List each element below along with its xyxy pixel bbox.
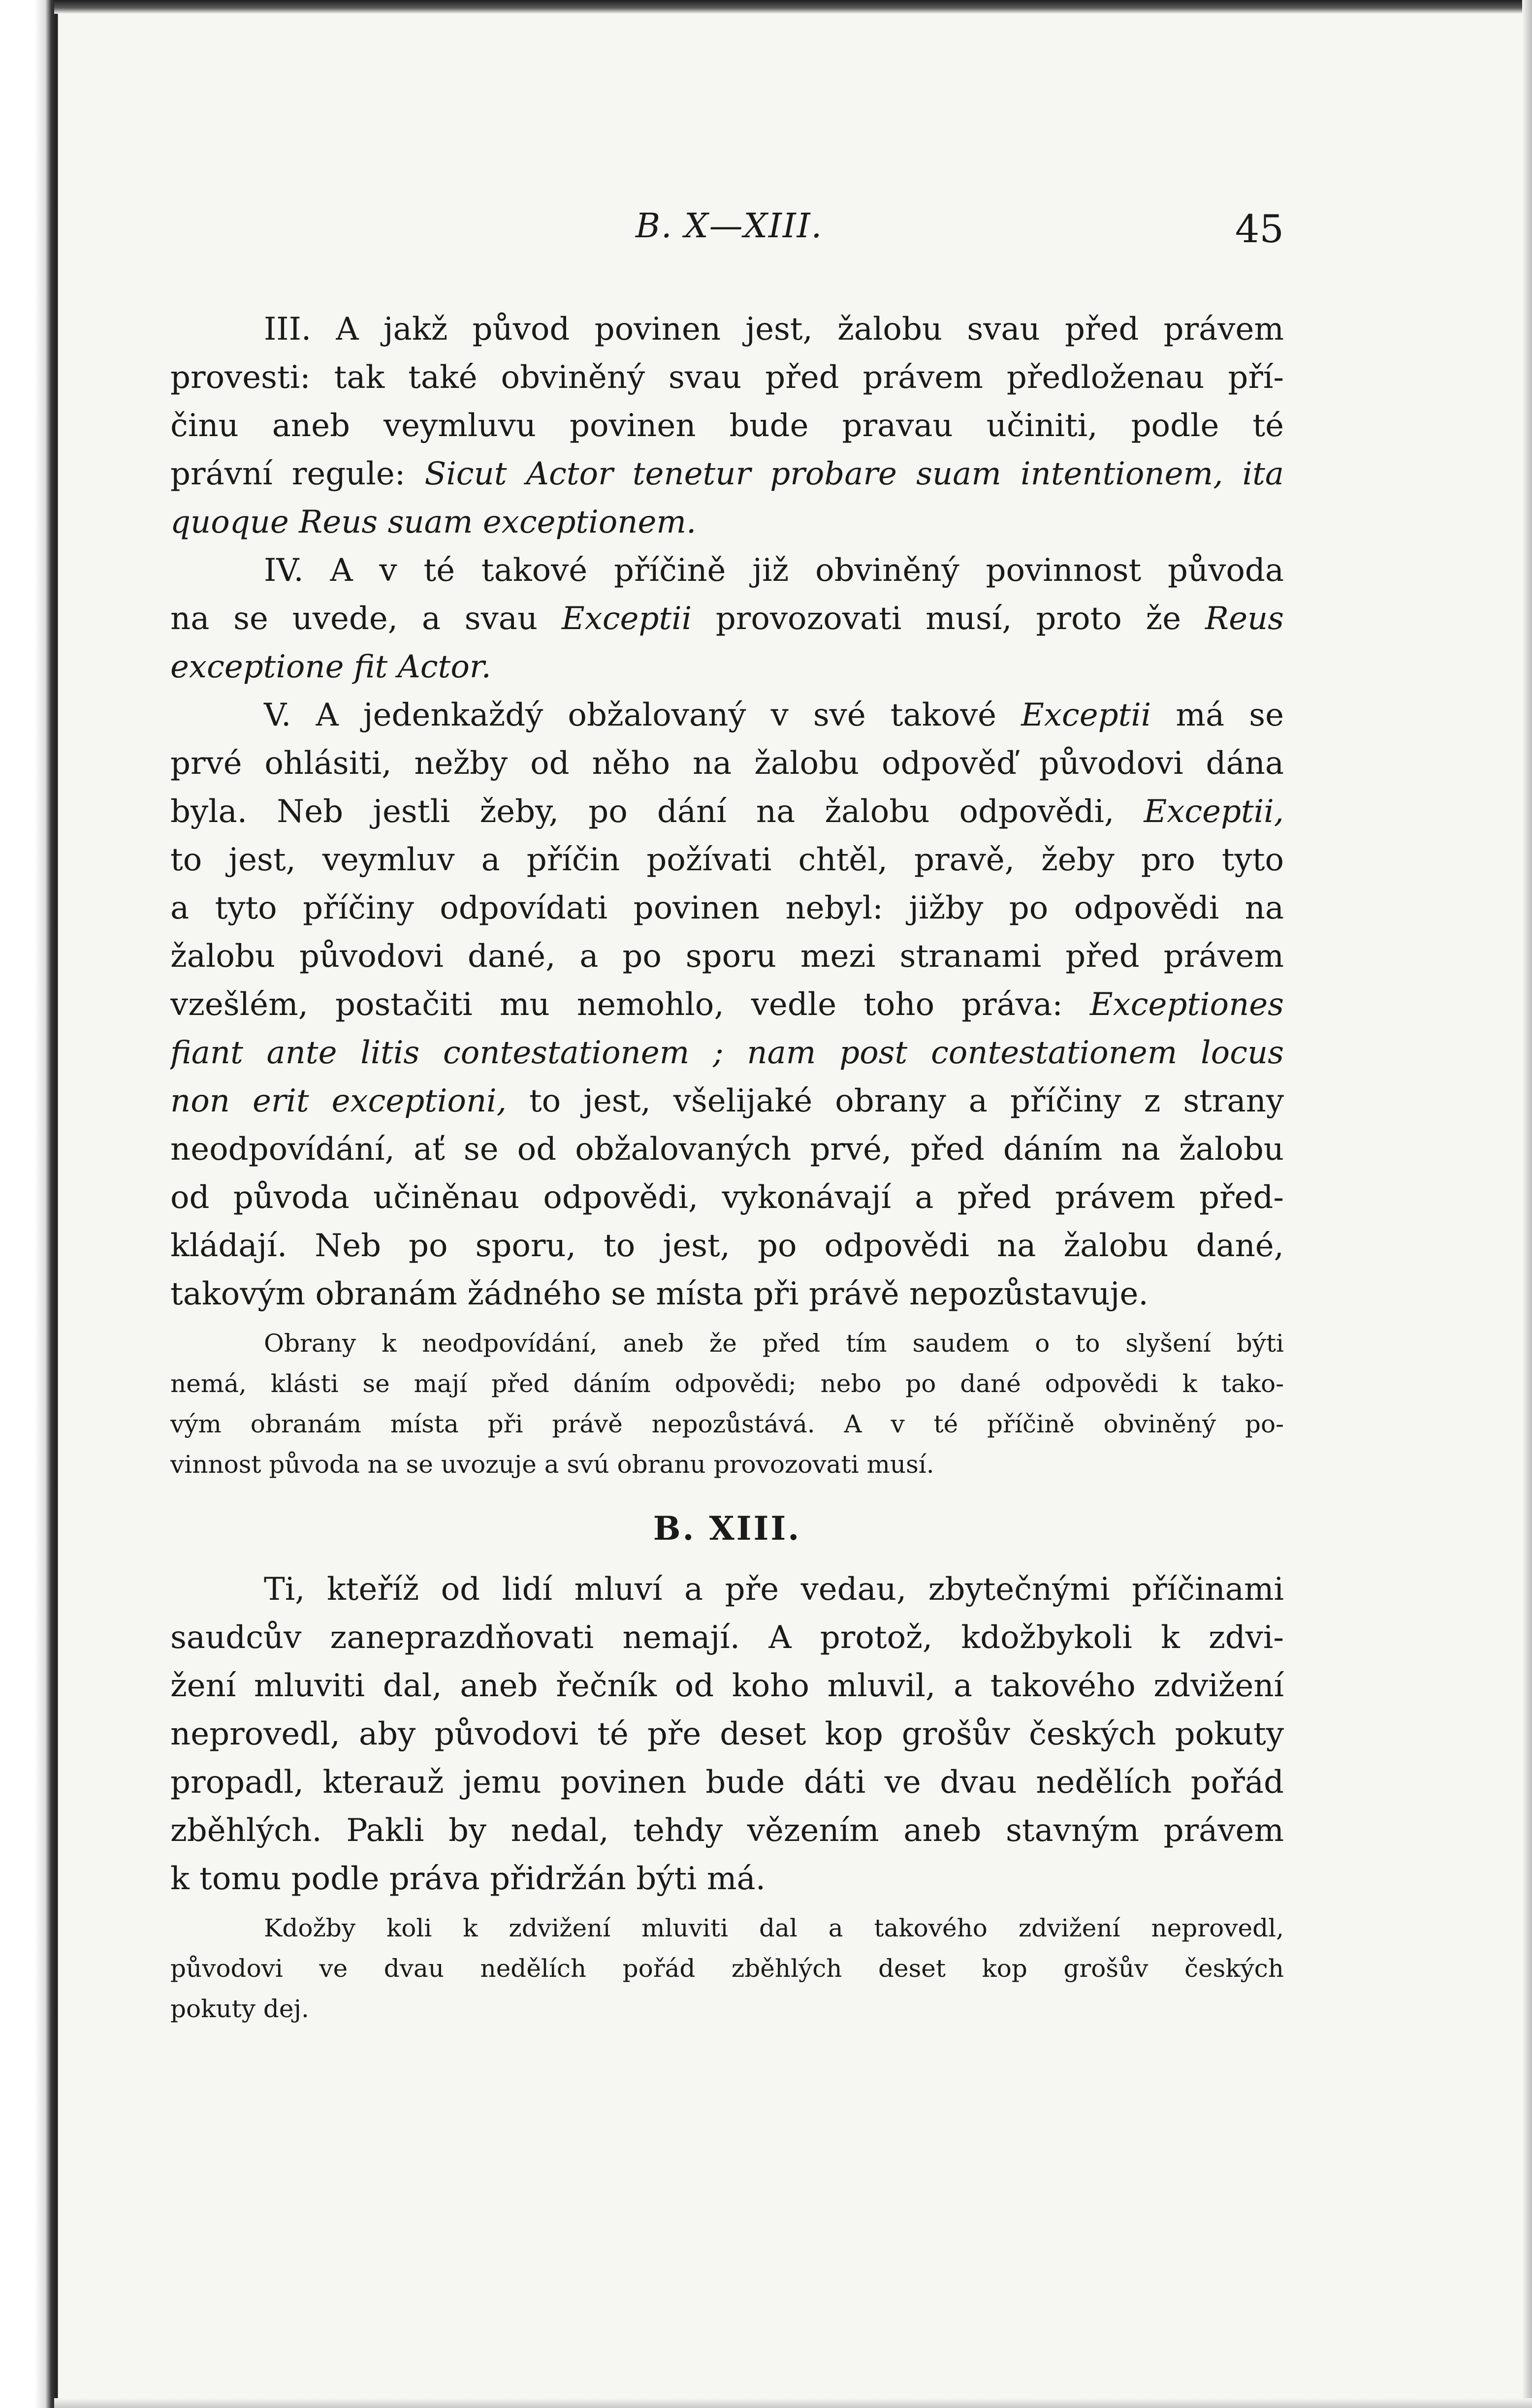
note-line: původovi ve dvau nedělích pořád zběhlých deset kop grošův českých — [170, 1954, 1284, 1983]
text-line — [170, 1125, 1284, 1173]
text-line — [170, 1222, 1284, 1270]
text-line — [170, 305, 1284, 353]
text-line — [170, 353, 1284, 402]
text-segment: III. A jakž původ povinen jest, žalobu svau před právem — [264, 311, 1284, 348]
text-segment: provozovati musí, proto že — [692, 601, 1205, 637]
text-line: saudcův zaneprazdňovati nemají. A protož, kdožbykoli k zdvi- — [170, 1619, 1284, 1656]
note-line: vým obranám místa při právě nepozůstává. A v té příčině obviněný po- — [170, 1410, 1284, 1438]
text-segment: to jest, všelijaké obrany a příčiny z strany — [506, 1083, 1284, 1119]
text-segment: kládají. Neb po sporu, to jest, po odpovědi na žalobu dané, — [170, 1228, 1284, 1264]
latin-phrase: Exceptiones — [1089, 986, 1284, 1023]
text-line — [170, 932, 1284, 981]
section-heading: B. XIII. — [653, 1509, 801, 1548]
page-top-edge — [54, 0, 1532, 14]
text-line — [170, 546, 1284, 595]
text-segment: IV. A v té takové příčině již obviněný povinnost původa — [264, 552, 1284, 589]
text-line — [170, 402, 1284, 450]
page-number: 45 — [1235, 207, 1284, 252]
text-line — [170, 788, 1284, 836]
text-line — [170, 595, 1284, 643]
text-segment: neodpovídání, ať se od obžalovaných prvé, před dáním na žalobu — [170, 1131, 1284, 1168]
text-segment: žalobu původovi dané, a po sporu mezi stranami před právem — [170, 938, 1284, 975]
text-segment: takovým obranám žádného se místa při právě nepozůstavuje. — [170, 1276, 1149, 1312]
page-header — [170, 199, 1284, 253]
text-line: Ti, kteříž od lidí mluví a pře vedau, zbytečnými příčinami — [264, 1571, 1284, 1608]
main-text — [170, 305, 1284, 1318]
page-right-edge — [1522, 0, 1532, 2408]
text-segment: to jest, veymluv a příčin požívati chtěl, pravě, žeby pro tyto — [170, 842, 1284, 878]
text-line — [170, 739, 1284, 788]
text-segment: a tyto příčiny odpovídati povinen nebyl: jižby po odpovědi na — [170, 890, 1284, 926]
page-bottom-edge — [54, 2398, 1532, 2408]
text-line — [170, 691, 1284, 739]
text-line: žení mluviti dal, aneb řečník od koho mluvil, a takového zdvižení — [170, 1668, 1284, 1704]
section-text — [170, 1565, 1284, 1903]
text-segment: byla. Neb jestli žeby, po dání na žalobu odpovědi, — [170, 793, 1144, 830]
latin-phrase: exceptione fit Actor. — [170, 649, 491, 685]
text-line — [170, 836, 1284, 884]
text-segment: právní regule: — [170, 456, 425, 492]
text-line — [170, 884, 1284, 932]
text-line — [170, 1173, 1284, 1222]
text-line — [170, 498, 1284, 546]
note-line: pokuty dej. — [170, 1995, 309, 2023]
note-line: nemá, klásti se mají před dáním odpovědi; nebo po dané odpovědi k tako- — [170, 1369, 1284, 1398]
text-segment: činu aneb veymluvu povinen bude pravau učiniti, podle té — [170, 408, 1284, 444]
latin-phrase: quoque Reus suam exceptionem. — [170, 504, 697, 540]
text-line: zběhlých. Pakli by nedal, tehdy vězením aneb stavným právem — [170, 1812, 1284, 1849]
text-segment: V. A jedenkaždý obžalovaný v své takové — [264, 697, 1021, 733]
note-line: Kdožby koli k zdvižení mluviti dal a takového zdvižení neprovedl, — [264, 1914, 1284, 1942]
text-line — [170, 1029, 1284, 1077]
page-binding-edge — [0, 0, 58, 2408]
page-body — [170, 305, 1284, 2029]
text-segment: provesti: tak také obviněný svau před právem předloženau pří- — [170, 359, 1284, 396]
text-line: k tomu podle práva přidržán býti má. — [170, 1861, 766, 1897]
text-line — [170, 643, 1284, 691]
footnote-summary-1 — [170, 1323, 1284, 1485]
text-segment: od původa učiněnau odpovědi, vykonávají a před právem před- — [170, 1179, 1284, 1216]
latin-phrase: Exceptii — [561, 601, 692, 637]
latin-phrase: non erit exceptioni, — [170, 1083, 507, 1119]
text-line — [170, 450, 1284, 498]
text-segment: má se — [1151, 697, 1284, 733]
text-segment: prvé ohlásiti, nežby od něho na žalobu odpověď původovi dána — [170, 745, 1284, 782]
latin-phrase: Exceptii — [1021, 697, 1151, 733]
text-line — [170, 1077, 1284, 1125]
latin-phrase: fiant ante litis contestationem ; nam post contestationem locus — [170, 1035, 1284, 1071]
latin-phrase: Exceptii, — [1144, 793, 1284, 830]
note-line: vinnost původa na se uvozuje a svú obranu provozovati musí. — [170, 1450, 934, 1479]
text-line — [170, 981, 1284, 1029]
text-segment: vzešlém, postačiti mu nemohlo, vedle toho práva: — [170, 986, 1090, 1023]
text-line — [170, 1270, 1284, 1318]
running-head: B. X—XIII. — [636, 207, 823, 246]
latin-phrase: Sicut Actor tenetur probare suam intentionem, ita — [424, 456, 1284, 492]
note-line: Obrany k neodpovídání, aneb že před tím saudem o to slyšení býti — [264, 1329, 1284, 1358]
text-line: propadl, kterauž jemu povinen bude dáti ve dvau nedělích pořád — [170, 1764, 1284, 1801]
latin-phrase: Reus — [1205, 601, 1284, 637]
footnote-summary-2 — [170, 1908, 1284, 2029]
text-segment: na se uvede, a svau — [170, 601, 562, 637]
text-line: neprovedl, aby původovi té pře deset kop grošův českých pokuty — [170, 1716, 1284, 1752]
